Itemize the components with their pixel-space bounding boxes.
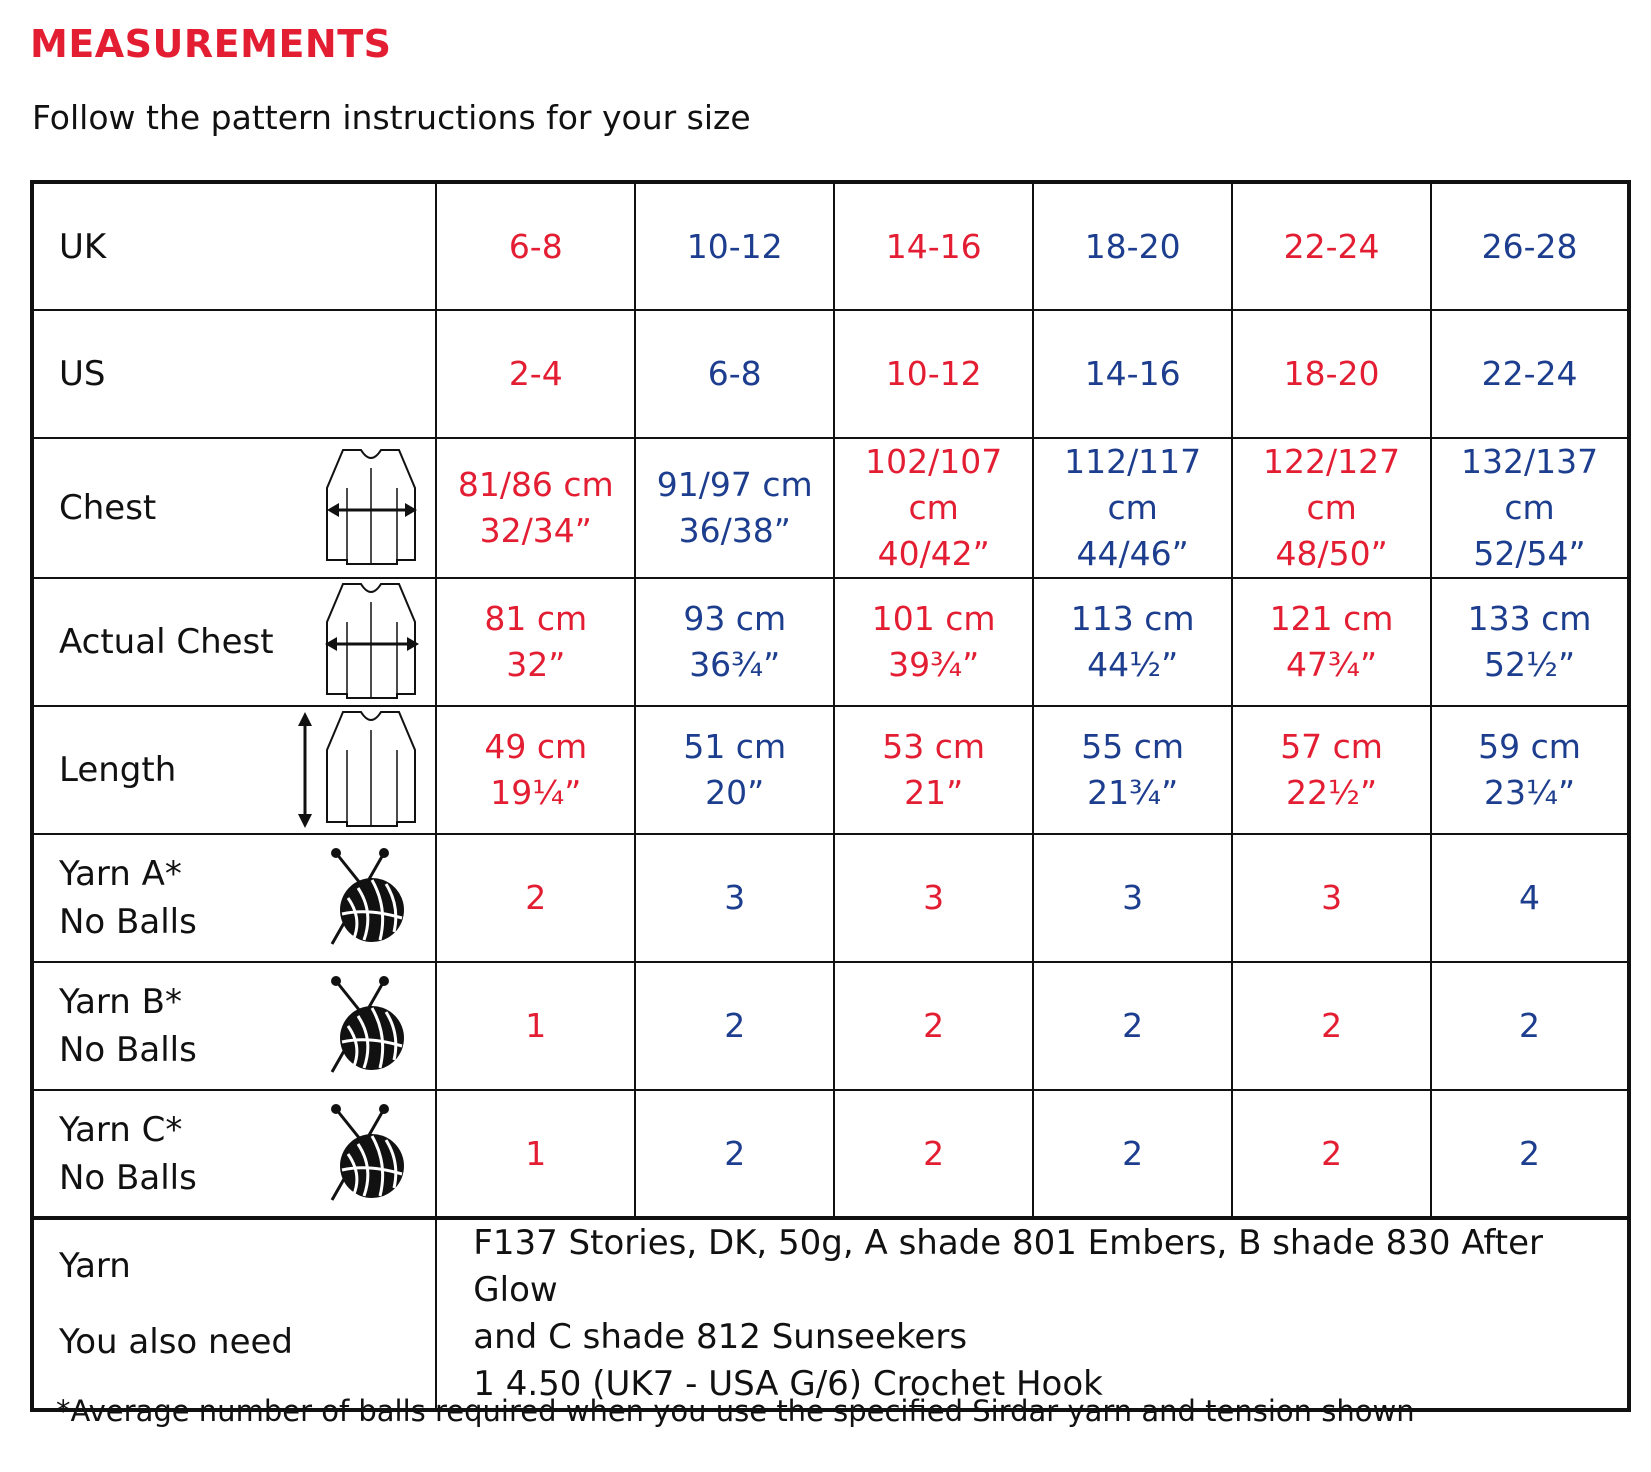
yarn-b-balls-cell: 2 [834,962,1033,1090]
yarn-a-balls-cell: 3 [834,834,1033,962]
row-chest [32,438,1629,578]
yarn-description: F137 Stories, DK, 50g, A shade 801 Embers, B shade 830 After Glow [473,1223,1543,1310]
yarn-b-balls-cell: 2 [1232,962,1431,1090]
row-length [32,706,1629,834]
yarn-c-balls-cell: 2 [834,1090,1033,1218]
us-size-cell: 6-8 [635,310,834,438]
row-label-us: US [32,310,436,438]
yarn-a-balls-cell: 3 [1033,834,1232,962]
also-need-label: You also need [59,1322,293,1362]
row-yarn-c [32,1090,1629,1218]
row-actual-chest [32,578,1629,706]
length-cell: 49 cm 19¼” [436,706,635,834]
actual-chest-cell: 93 cm 36¾” [635,578,834,706]
row-label-yarn-b: Yarn B* No Balls [32,962,436,1090]
measurements-table [30,180,1631,1412]
length-cell: 59 cm 23¼” [1431,706,1629,834]
row-yarn-info [32,1218,1629,1410]
length-cell: 57 cm 22½” [1232,706,1431,834]
yarn-a-balls-cell: 4 [1431,834,1629,962]
yarn-ball-icon [323,1104,413,1204]
yarn-c-balls-cell: 2 [1033,1090,1232,1218]
uk-size-cell: 18-20 [1033,182,1232,310]
row-uk [32,182,1629,310]
uk-size-cell: 6-8 [436,182,635,310]
page-subtitle: Follow the pattern instructions for your size [32,98,751,137]
row-us [32,310,1629,438]
us-size-cell: 22-24 [1431,310,1629,438]
yarn-b-balls-cell: 2 [1033,962,1232,1090]
us-size-cell: 10-12 [834,310,1033,438]
row-label-uk: UK [32,182,436,310]
uk-size-cell: 26-28 [1431,182,1629,310]
actual-chest-cell: 101 cm 39¾” [834,578,1033,706]
yarn-description-cont: and C shade 812 Sunseekers [473,1317,968,1357]
row-label-yarn-c: Yarn C* No Balls [32,1090,436,1218]
yarn-ball-icon [323,976,413,1076]
chest-cell: 132/137 cm 52/54” [1431,438,1629,578]
yarn-b-balls-cell: 2 [1431,962,1629,1090]
yarn-c-balls-cell: 1 [436,1090,635,1218]
actual-chest-cell: 133 cm 52½” [1431,578,1629,706]
yarn-a-balls-cell: 2 [436,834,635,962]
cardigan-length-icon [293,710,423,830]
yarn-c-balls-cell: 2 [1232,1090,1431,1218]
yarn-c-balls-cell: 2 [635,1090,834,1218]
yarn-a-balls-cell: 3 [635,834,834,962]
uk-size-cell: 14-16 [834,182,1033,310]
actual-chest-cell: 121 cm 47¾” [1232,578,1431,706]
us-size-cell: 18-20 [1232,310,1431,438]
row-label-length: Length [32,706,436,834]
page-title: MEASUREMENTS [30,22,392,66]
yarn-b-balls-cell: 1 [436,962,635,1090]
length-cell: 55 cm 21¾” [1033,706,1232,834]
uk-size-cell: 10-12 [635,182,834,310]
yarn-b-balls-cell: 2 [635,962,834,1090]
us-size-cell: 2-4 [436,310,635,438]
yarn-info-value-cell [436,1218,1629,1410]
row-label-actual-chest: Actual Chest [32,578,436,706]
cardigan-chest-icon [323,448,423,568]
yarn-c-balls-cell: 2 [1431,1090,1629,1218]
chest-cell: 81/86 cm 32/34” [436,438,635,578]
row-yarn-a [32,834,1629,962]
chest-cell: 122/127 cm 48/50” [1232,438,1431,578]
crochet-hook-text: 1 4.50 (UK7 - USA G/6) Crochet Hook [473,1364,1103,1404]
chest-cell: 91/97 cm 36/38” [635,438,834,578]
length-cell: 53 cm 21” [834,706,1033,834]
uk-size-cell: 22-24 [1232,182,1431,310]
us-size-cell: 14-16 [1033,310,1232,438]
yarn-label: Yarn [59,1246,131,1286]
yarn-info-label-cell [32,1218,436,1410]
row-yarn-b [32,962,1629,1090]
actual-chest-cell: 81 cm 32” [436,578,635,706]
row-label-chest: Chest [32,438,436,578]
chest-cell: 102/107 cm 40/42” [834,438,1033,578]
yarn-a-balls-cell: 3 [1232,834,1431,962]
chest-cell: 112/117 cm 44/46” [1033,438,1232,578]
cardigan-actual-chest-icon [323,582,423,702]
row-label-yarn-a: Yarn A* No Balls [32,834,436,962]
footnote: *Average number of balls required when you use the specified Sirdar yarn and tension shown [56,1394,1415,1428]
length-cell: 51 cm 20” [635,706,834,834]
actual-chest-cell: 113 cm 44½” [1033,578,1232,706]
yarn-ball-icon [323,848,413,948]
